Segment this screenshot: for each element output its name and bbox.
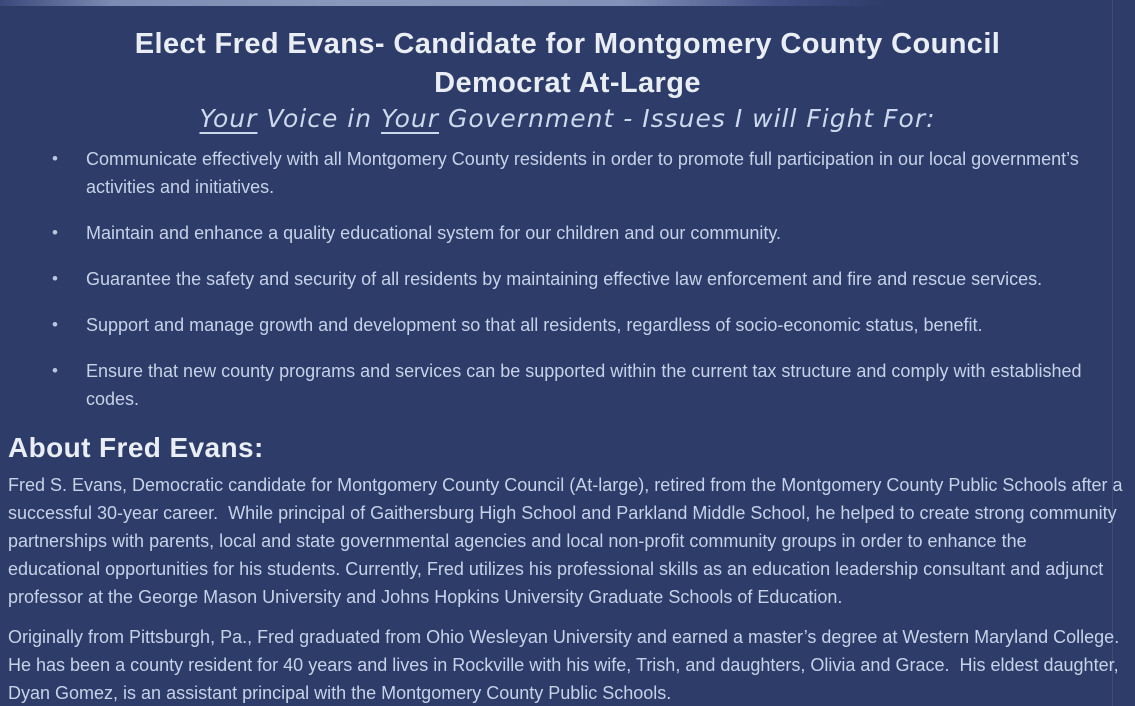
list-item-communicate: • Communicate effectively with all Montgomery County residents in order to promote full participation in our local government’s activities and initiatives.	[50, 145, 1121, 201]
list-item-education: • Maintain and enhance a quality educational system for our children and our community.	[50, 219, 1121, 247]
scan-line-artifact	[1112, 0, 1113, 706]
tagline-your-first: Your	[199, 104, 258, 133]
about-section	[8, 431, 1128, 706]
tagline-voice-in: Voice in	[257, 104, 382, 133]
scan-edge-artifact	[0, 0, 1135, 6]
about-paragraph-personal: Originally from Pittsburgh, Pa., Fred graduated from Ohio Wesleyan University and earned a master’s degree at Western Maryland College. He has been a county resident for 40 years and lives in Rockville with his wife, Trish, and daughters, Olivia and Grace. His eldest daughter, Dyan Gomez, is an assistant principal with the Montgomery County Public Schools.	[8, 627, 1125, 703]
issues-list	[50, 145, 1121, 413]
about-heading: About Fred Evans:	[8, 432, 264, 463]
list-item-safety: • Guarantee the safety and security of all residents by maintaining effective law enforcement and fire and rescue services.	[50, 265, 1121, 293]
about-paragraph-career: Fred S. Evans, Democratic candidate for Montgomery County Council (At-large), retired from the Montgomery County Public Schools after a successful 30-year career. While principal of Gaithersburg High School and Parkland Middle School, he helped to create strong community partnerships with parents, local and state governmental agencies and local non-profit community groups in order to enhance the educational opportunities for his students. Currently, Fred utilizes his professional skills as an education leadership consultant and adjunct professor at the George Mason University and Johns Hopkins University Graduate Schools of Education.	[8, 475, 1128, 607]
tagline	[0, 103, 1135, 135]
tagline-your-second: Your	[381, 104, 439, 133]
list-item-growth: • Support and manage growth and development so that all residents, regardless of socio-economic status, benefit.	[50, 311, 1121, 339]
tagline-government-issues: Government - Issues I will Fight For:	[439, 104, 936, 133]
flyer-header	[0, 0, 1135, 135]
page-title: Elect Fred Evans- Candidate for Montgomery County Council	[134, 28, 1001, 60]
list-item-programs: • Ensure that new county programs and services can be supported within the current tax structure and comply with established codes.	[50, 357, 1121, 413]
page-subtitle: Democrat At-Large	[434, 67, 701, 99]
